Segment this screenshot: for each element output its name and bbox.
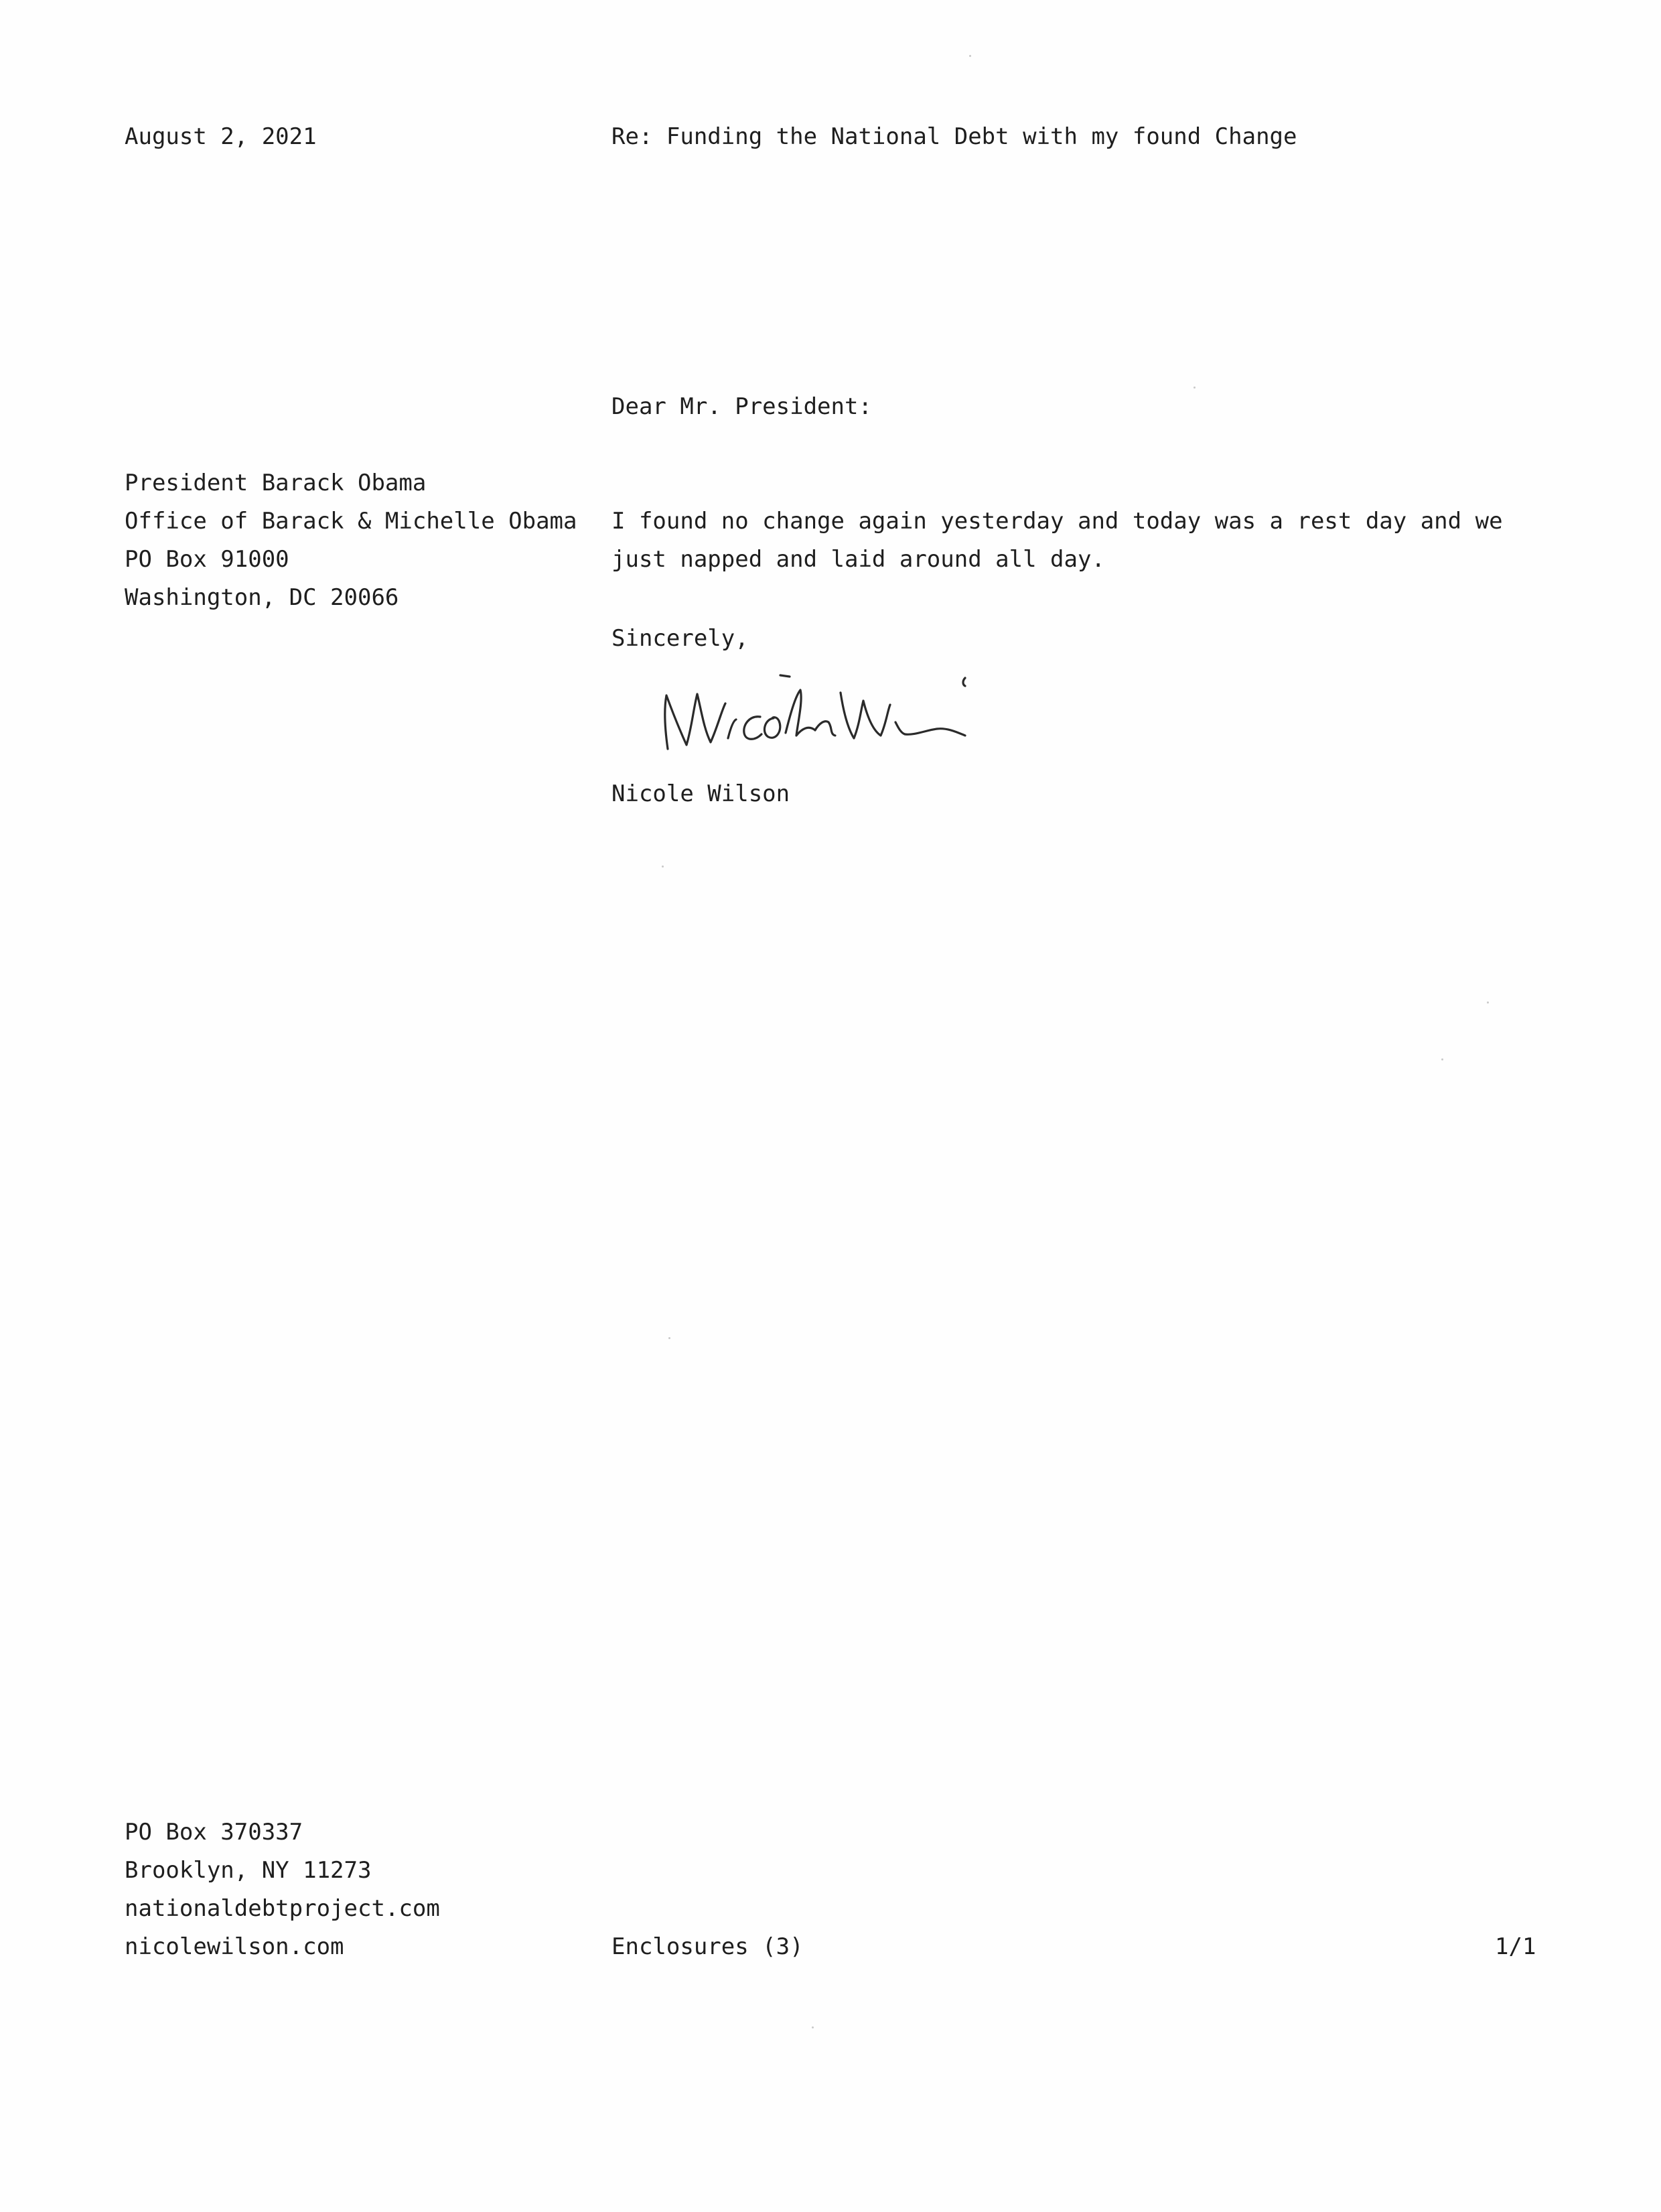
- enclosures-note: Enclosures (3): [611, 1933, 804, 1960]
- sender-website: nationaldebtproject.com: [125, 1895, 440, 1922]
- body-line: just napped and laid around all day.: [611, 546, 1105, 573]
- scan-speck: [1194, 387, 1196, 389]
- page-number: 1/1: [1495, 1933, 1536, 1960]
- recipient-line: PO Box 91000: [125, 546, 289, 573]
- letter-subject: Re: Funding the National Debt with my found Change: [611, 123, 1297, 150]
- scan-speck: [1487, 1001, 1489, 1004]
- scan-speck: [812, 2026, 814, 2028]
- sender-website: nicolewilson.com: [125, 1933, 344, 1960]
- letter-date: August 2, 2021: [125, 123, 317, 150]
- scan-speck: [1441, 1058, 1443, 1060]
- recipient-line: Office of Barack & Michelle Obama: [125, 508, 577, 535]
- recipient-line: President Barack Obama: [125, 470, 427, 496]
- body-line: I found no change again yesterday and today was a rest day and we: [611, 508, 1503, 535]
- scan-speck: [969, 55, 971, 57]
- scan-speck: [668, 1337, 670, 1339]
- letter-body: [611, 502, 1503, 579]
- handwritten-signature: [660, 663, 981, 757]
- sender-line: Brooklyn, NY 11273: [125, 1857, 372, 1884]
- salutation: Dear Mr. President:: [611, 393, 872, 420]
- closing: Sincerely,: [611, 625, 749, 652]
- sender-address: [125, 1813, 440, 1966]
- signer-name: Nicole Wilson: [611, 780, 790, 807]
- sender-line: PO Box 370337: [125, 1819, 303, 1846]
- recipient-address: [125, 464, 577, 617]
- recipient-line: Washington, DC 20066: [125, 584, 399, 611]
- scan-speck: [662, 866, 664, 868]
